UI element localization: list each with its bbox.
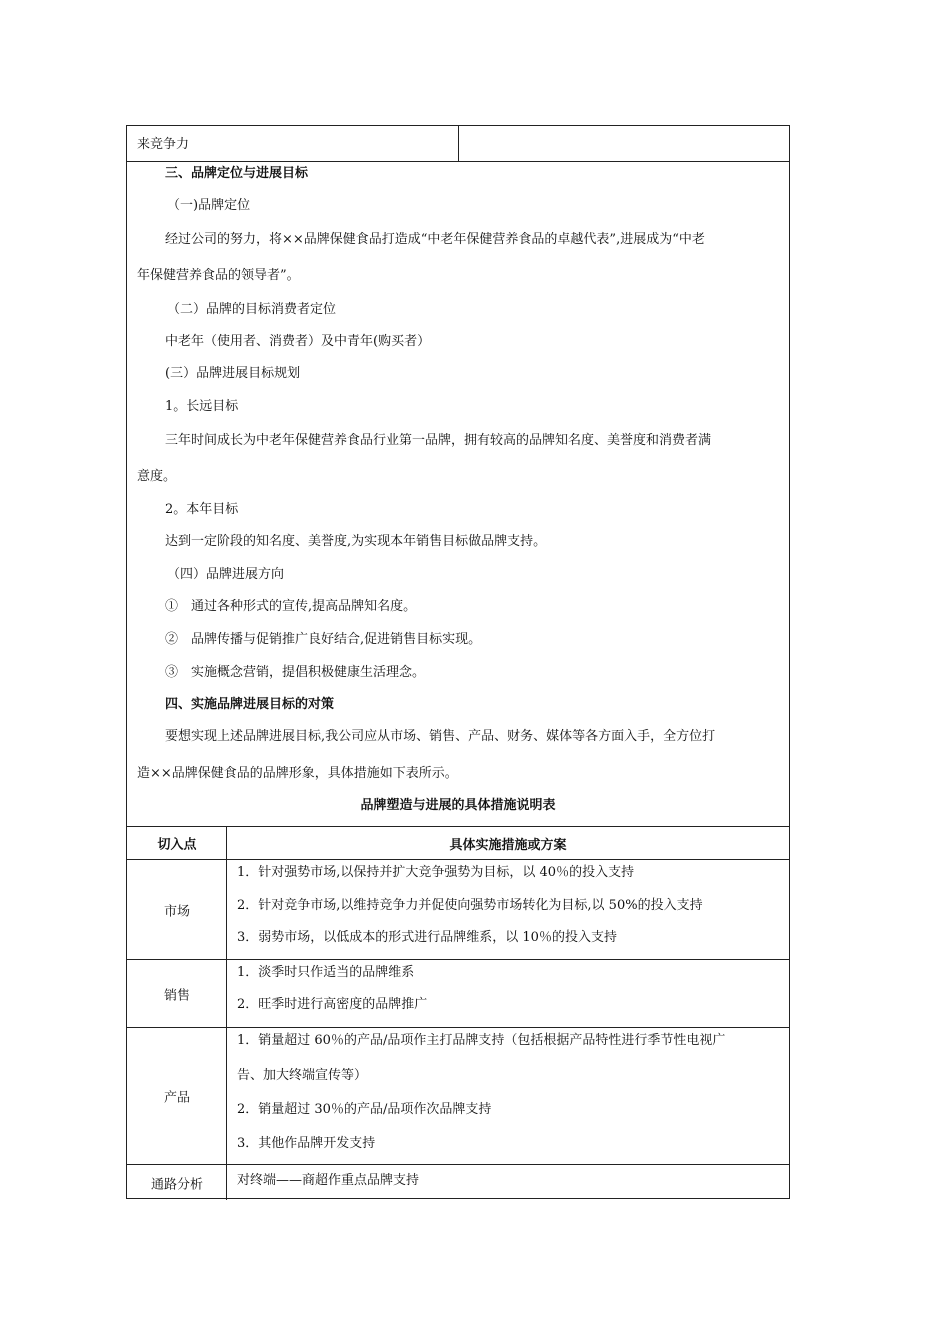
body-line: （四）品牌进展方向 — [167, 567, 285, 582]
row-label: 销售 — [163, 988, 190, 1003]
body-line: ① 通过各种形式的宣传,提高品牌知名度。 — [165, 599, 417, 614]
continuation-text: 来竞争力 — [137, 137, 190, 152]
measure-line: 1．淡季时只作适当的品牌维系 — [237, 965, 415, 980]
body-line: 中老年（使用者、消费者）及中青年(购买者） — [165, 334, 431, 349]
measures-table — [127, 826, 789, 1192]
body-line: ③ 实施概念营销，提倡积极健康生活理念。 — [165, 665, 426, 680]
body-line: （二）品牌的目标消费者定位 — [167, 302, 337, 317]
measure-line: 1．销量超过 60％的产品/品项作主打品牌支持（包括根据产品特性进行季节性电视广 — [237, 1033, 726, 1048]
body-line: 达到一定阶段的知名度、美誉度,为实现本年销售目标做品牌支持。 — [165, 534, 547, 549]
body-line: 三年时间成长为中老年保健营养食品行业第一品牌，拥有较高的品牌知名度、美誉度和消费者满 — [165, 433, 712, 448]
body-line: (三）品牌进展目标规划 — [165, 366, 301, 381]
table-caption: 品牌塑造与进展的具体措施说明表 — [360, 798, 556, 813]
document-frame — [126, 125, 790, 1199]
measure-line: 1．针对强势市场,以保持并扩大竞争强势为目标，以 40％的投入支持 — [237, 865, 635, 880]
body-line: 经过公司的努力，将××品牌保健食品打造成“中老年保健营养食品的卓越代表”,进展成为“中老 — [165, 232, 705, 247]
measure-line: 3．其他作品牌开发支持 — [237, 1136, 376, 1151]
body-line: 要想实现上述品牌进展目标,我公司应从市场、销售、产品、财务、媒体等各方面入手，全方位打 — [165, 729, 716, 744]
continuation-cell-left — [127, 126, 459, 161]
table-row — [127, 860, 789, 960]
row-label-cell — [127, 960, 227, 1027]
body-line: 四、实施品牌进展目标的对策 — [165, 697, 335, 712]
body-line: ② 品牌传播与促销推广良好结合,促进销售目标实现。 — [165, 632, 482, 647]
measure-line: 2．针对竞争市场,以维持竞争力并促使向强势市场转化为目标,以 50%的投入支持 — [237, 898, 703, 913]
measure-line: 告、加大终端宣传等） — [237, 1068, 368, 1083]
body-line: 2。本年目标 — [165, 502, 239, 517]
table-row — [127, 960, 789, 1028]
table-row — [127, 1165, 789, 1200]
body-line: 三、品牌定位与进展目标 — [165, 166, 309, 181]
measure-line: 2．销量超过 30％的产品/品项作次品牌支持 — [237, 1102, 492, 1117]
body-line: 造××品牌保健食品的品牌形象，具体措施如下表所示。 — [137, 766, 458, 781]
body-line: 意度。 — [137, 469, 177, 484]
continuation-row — [127, 126, 789, 162]
row-label: 市场 — [163, 904, 190, 919]
table-row — [127, 1028, 789, 1165]
body-line: （一)品牌定位 — [167, 198, 251, 213]
row-label: 产品 — [163, 1090, 190, 1106]
measure-line: 对终端——商超作重点品牌支持 — [237, 1173, 420, 1188]
measure-line: 3．弱势市场，以低成本的形式进行品牌维系，以 10％的投入支持 — [237, 930, 617, 945]
row-label-cell — [127, 1165, 227, 1200]
table-header-row — [127, 827, 789, 860]
body-line: 年保健营养食品的领导者”。 — [137, 268, 300, 283]
measure-line: 2．旺季时进行高密度的品牌推广 — [237, 997, 428, 1012]
header-measures: 具体实施措施或方案 — [449, 838, 567, 853]
row-label: 通路分析 — [150, 1177, 203, 1192]
row-label-cell — [127, 860, 227, 959]
header-entry-point: 切入点 — [157, 837, 197, 853]
header-cell-entry — [127, 827, 227, 859]
row-label-cell — [127, 1028, 227, 1164]
body-line: 1。长远目标 — [165, 399, 239, 414]
